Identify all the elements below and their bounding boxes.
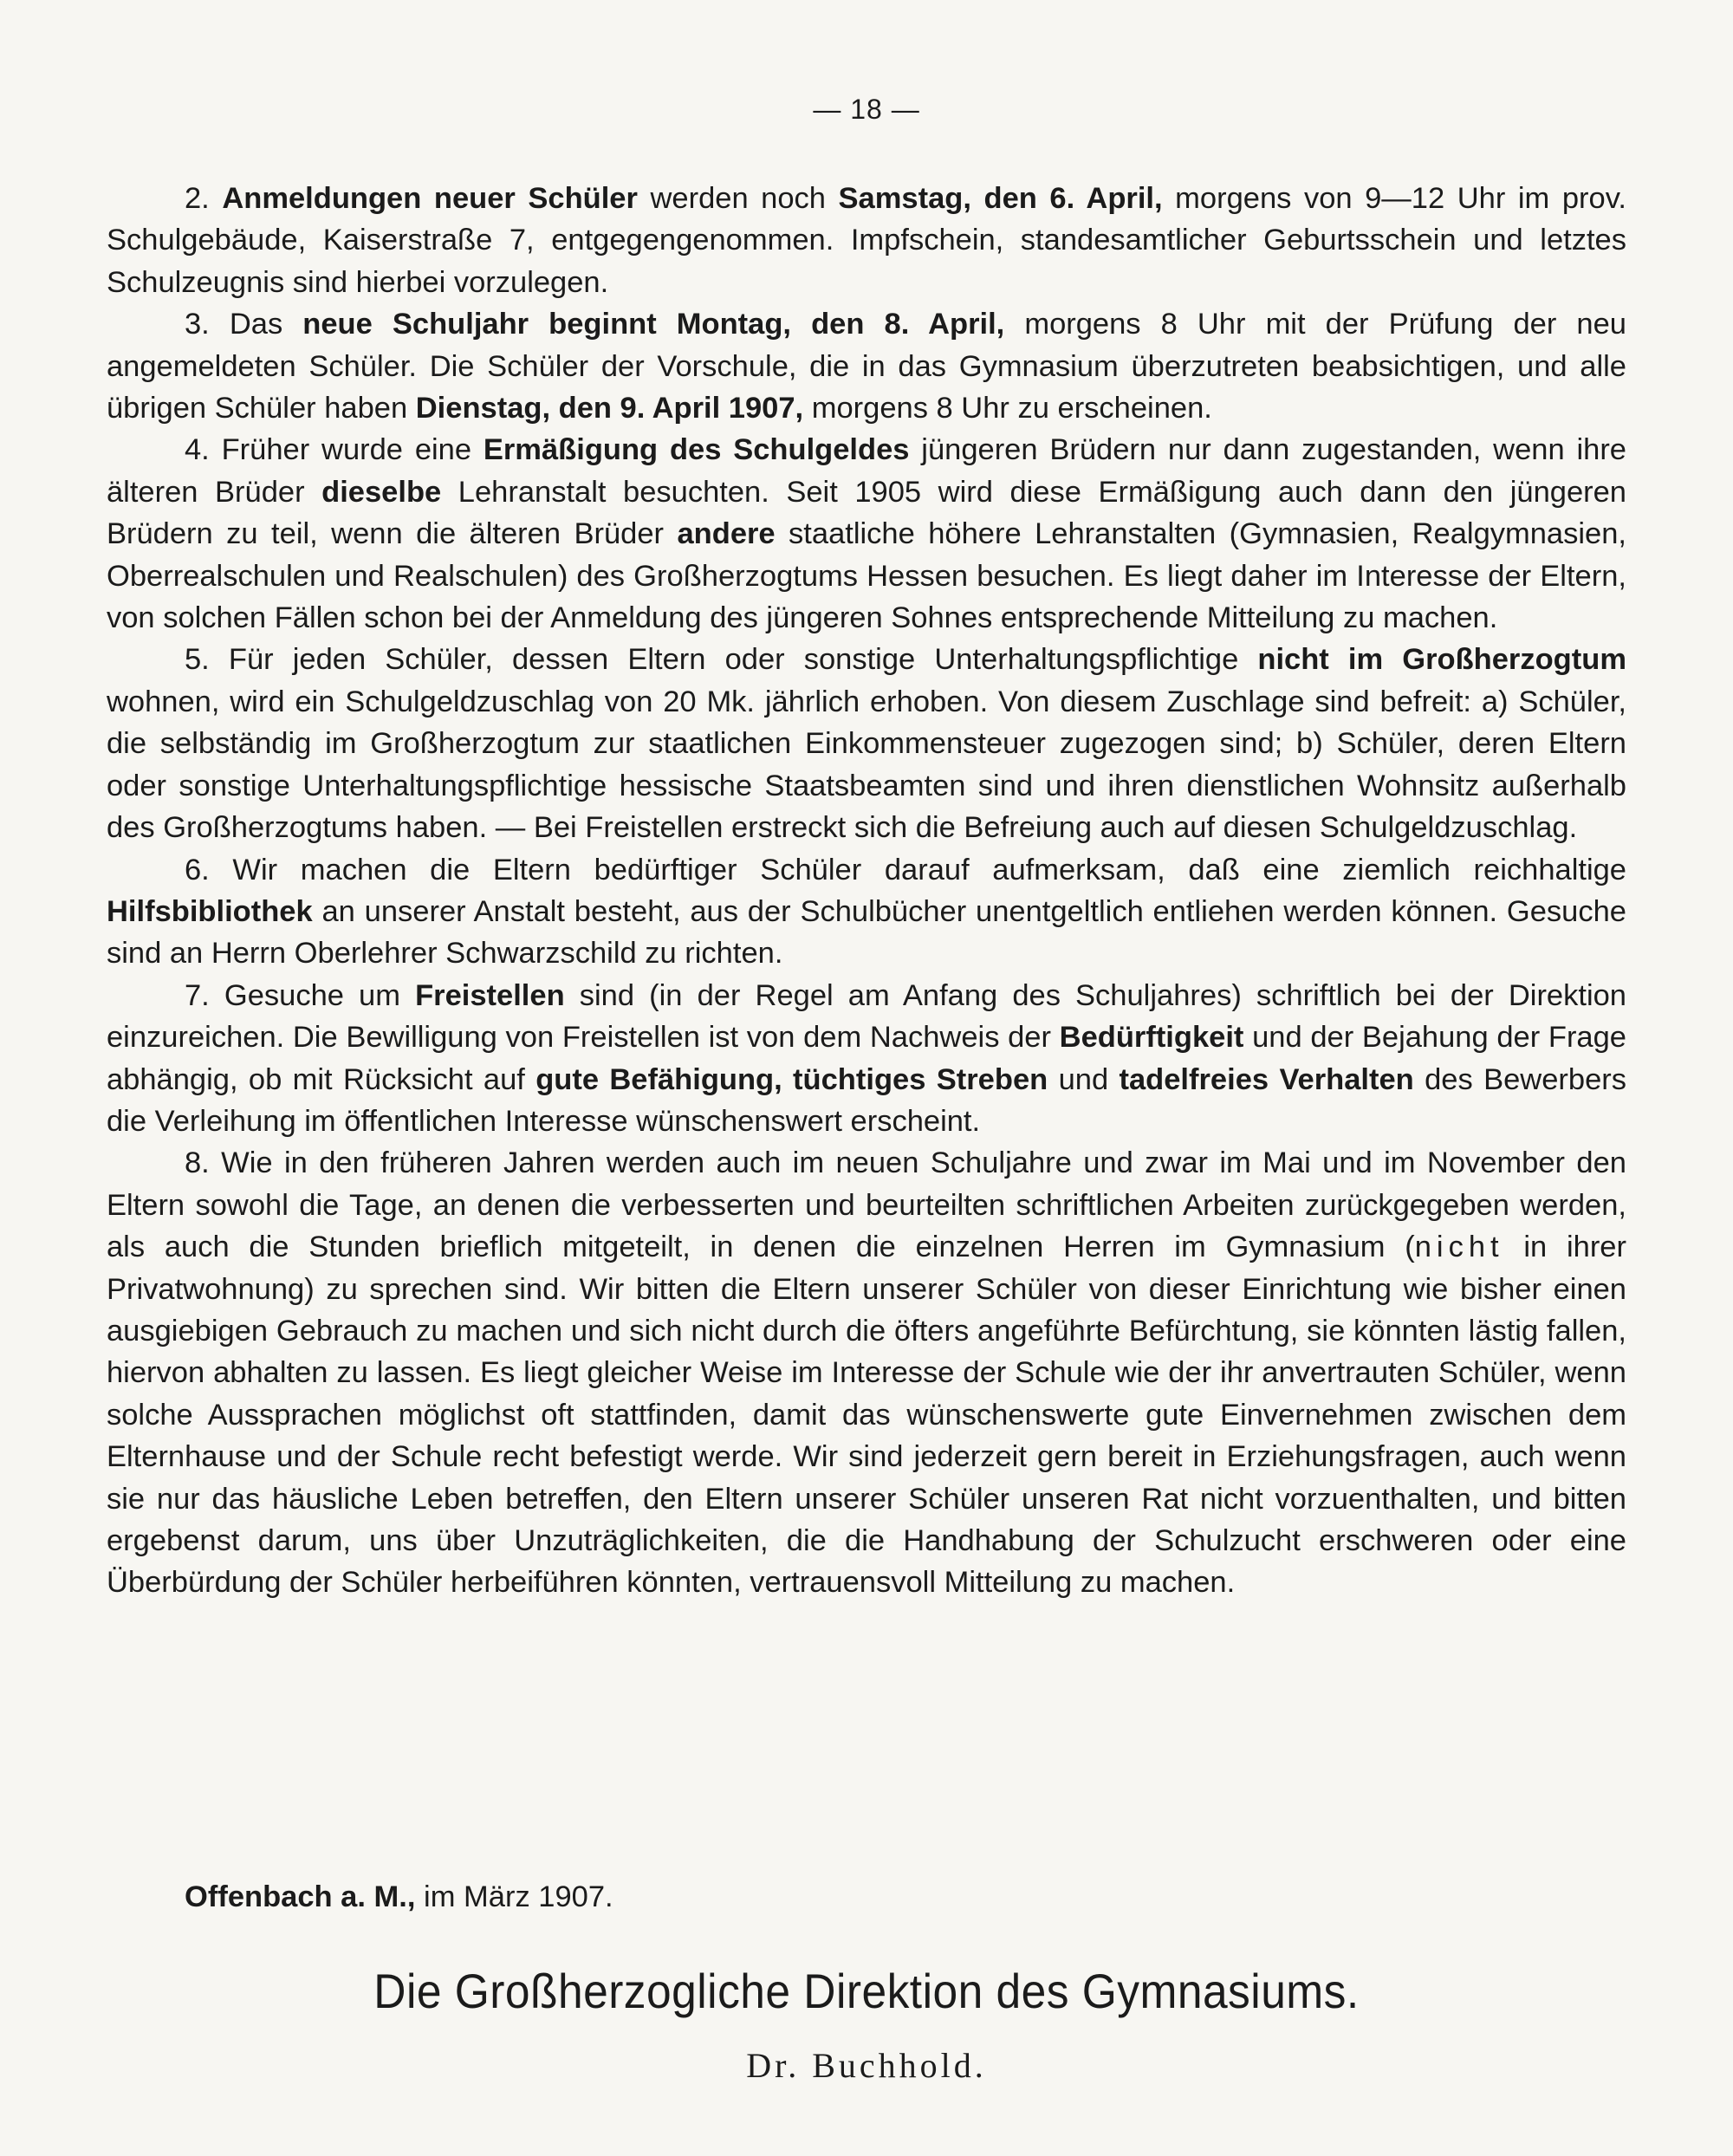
bold-text: Hilfsbibliothek [107, 894, 313, 928]
text-run: des Bewerbers die Verleihung im öffentlichen Interesse wünschenswert erscheint. [107, 1062, 1627, 1138]
bold-text: Bedürftigkeit [1059, 1021, 1244, 1055]
bold-text: Anmeldungen neuer Schüler [222, 182, 638, 215]
text-run: 6. Wir machen die Eltern bedürftiger Schüler darauf aufmerksam, daß eine ziemlich reichhaltige [185, 853, 1626, 886]
text-run: wohnen, wird ein Schulgeldzuschlag von 20 Mk. jährlich erhoben. Von diesem Zuschlage sind befreit: a) Schüler, die selbständig im Großherzogtum zur staatlichen Einkommensteuer zugezogen sind; b) Schüler, deren Eltern oder sonstige Unterhaltungspflichtige hessische Staatsbeamten sind und ihren dienstlichen Wohnsitz außerhalb des Großherzogtums haben. — Bei Freistellen erstreckt sich die Befreiung auch auf diesen Schulgeldzuschlag. [107, 685, 1626, 845]
text-run: staatliche höhere Lehranstalten (Gymnasien, Realgymnasien, Oberrealschulen und Realschulen) des Großherzogtums Hessen besuchen. Es liegt daher im Interesse der Eltern, von solchen Fällen schon bei der Anmeldung des jüngeren Sohnes entsprechende Mitteilung zu machen. [107, 517, 1626, 635]
paragraph-4 [107, 429, 1626, 639]
paragraph-7 [107, 975, 1626, 1143]
place-name: Offenbach a. M., [185, 1880, 416, 1913]
paragraph-6 [107, 849, 1626, 975]
place-date-line [185, 1880, 613, 1914]
text-run: 2. [185, 182, 223, 215]
bold-text: dieselbe [321, 475, 442, 509]
text-run: 4. Früher wurde eine [185, 433, 484, 467]
text-run: jüngeren Brüdern nur dann zugestanden, wenn ihre älteren Brüder [107, 433, 1626, 509]
text-run: 8. Wie in den früheren Jahren werden auch im neuen Schuljahre und zwar im Mai und im November den Eltern sowohl die Tage, an denen die verbesserten und beurteilten schriftlichen Arbeiten zurückgegeben werden, als auch die Stunden brieflich mitgeteilt, in denen die einzelnen Herren im Gymnasium ( [107, 1146, 1626, 1264]
text-run: 7. Gesuche um [185, 978, 416, 1012]
bold-text: tadelfreies Verhalten [1119, 1062, 1414, 1096]
text-run: Lehranstalt besuchten. Seit 1905 wird diese Ermäßigung auch dann den jüngeren Brüdern zu teil, wenn die älteren Brüder [107, 475, 1626, 551]
text-run: und [1048, 1062, 1120, 1096]
bold-text: Samstag, den 6. April, [838, 182, 1163, 215]
bold-text: andere [677, 517, 776, 551]
text-run: 5. Für jeden Schüler, dessen Eltern oder sonstige Unterhaltungspflichtige [185, 643, 1258, 677]
text-run: sind (in der Regel am Anfang des Schuljahres) schriftlich bei der Direktion einzureichen. Die Bewilligung von Freistellen ist von dem Nachweis der [107, 978, 1626, 1055]
text-run: und der Bejahung der Frage abhängig, ob mit Rücksicht auf [107, 1021, 1626, 1096]
text-run: nicht [1414, 1231, 1504, 1264]
paragraph-8 [107, 1142, 1626, 1603]
text-run: in ihrer Privatwohnung) zu sprechen sind. Wir bitten die Eltern unserer Schüler von dieser Einrichtung wie bisher einen ausgiebigen Gebrauch zu machen und sich nicht durch die öfters angeführte Befürchtung, sie könnten lästig fallen, hiervon abhalten zu lassen. Es liegt gleicher Weise im Interesse der Schule wie der ihr anvertrauten Schüler, wenn solche Aussprachen möglichst oft stattfinden, damit das wünschenswerte gute Einvernehmen zwischen dem Elternhause und der Schule recht befestigt werde. Wir sind jederzeit gern bereit in Erziehungsfragen, auch wenn sie nur das häusliche Leben betreffen, den Eltern unserer Schüler unseren Rat nicht vorzuenthalten, und bitten ergebenst darum, uns über Unzuträglichkeiten, die die Handhabung der Schulzucht erschweren oder eine Überbürdung der Schüler herbeiführen könnten, vertrauensvoll Mitteilung zu machen. [107, 1231, 1626, 1600]
paragraph-3 [107, 303, 1626, 429]
bold-text: Dienstag, den 9. April 1907, [415, 392, 804, 425]
body-text [107, 178, 1626, 1604]
bold-text: gute Befähigung, tüchtiges Streben [535, 1062, 1048, 1096]
text-run: morgens 8 Uhr mit der Prüfung der neu angemeldeten Schüler. Die Schüler der Vorschule, die in das Gymnasium überzutreten beabsichtigen, und alle übrigen Schüler haben [107, 308, 1626, 425]
text-run: werden noch [637, 182, 839, 215]
page-number: — 18 — [813, 94, 920, 125]
paragraph-5 [107, 639, 1626, 848]
bold-text: neue Schuljahr beginnt Montag, den 8. April, [302, 308, 1005, 341]
text-run: morgens von 9—12 Uhr im prov. Schulgebäude, Kaiserstraße 7, entgegengenommen. Impfschein, standesamtlicher Geburtsschein und letztes Schulzeugnis sind hierbei vorzulegen. [107, 182, 1626, 299]
direction-heading: Die Großherzogliche Direktion des Gymnasiums. [373, 1964, 1360, 2018]
bold-text: Freistellen [415, 978, 565, 1012]
paragraph-2 [107, 178, 1626, 303]
bold-text: nicht im Großherzogtum [1257, 643, 1626, 677]
bold-text: Ermäßigung des Schulgeldes [483, 433, 910, 467]
text-run: morgens 8 Uhr zu erscheinen. [803, 392, 1212, 425]
text-run: 3. Das [185, 308, 303, 341]
date-text: im März 1907. [415, 1880, 613, 1913]
text-run: an unserer Anstalt besteht, aus der Schulbücher unentgeltlich entliehen werden können. Gesuche sind an Herrn Oberlehrer Schwarzschild zu richten. [107, 894, 1626, 971]
signature-name: Dr. Buchhold. [746, 2046, 987, 2085]
